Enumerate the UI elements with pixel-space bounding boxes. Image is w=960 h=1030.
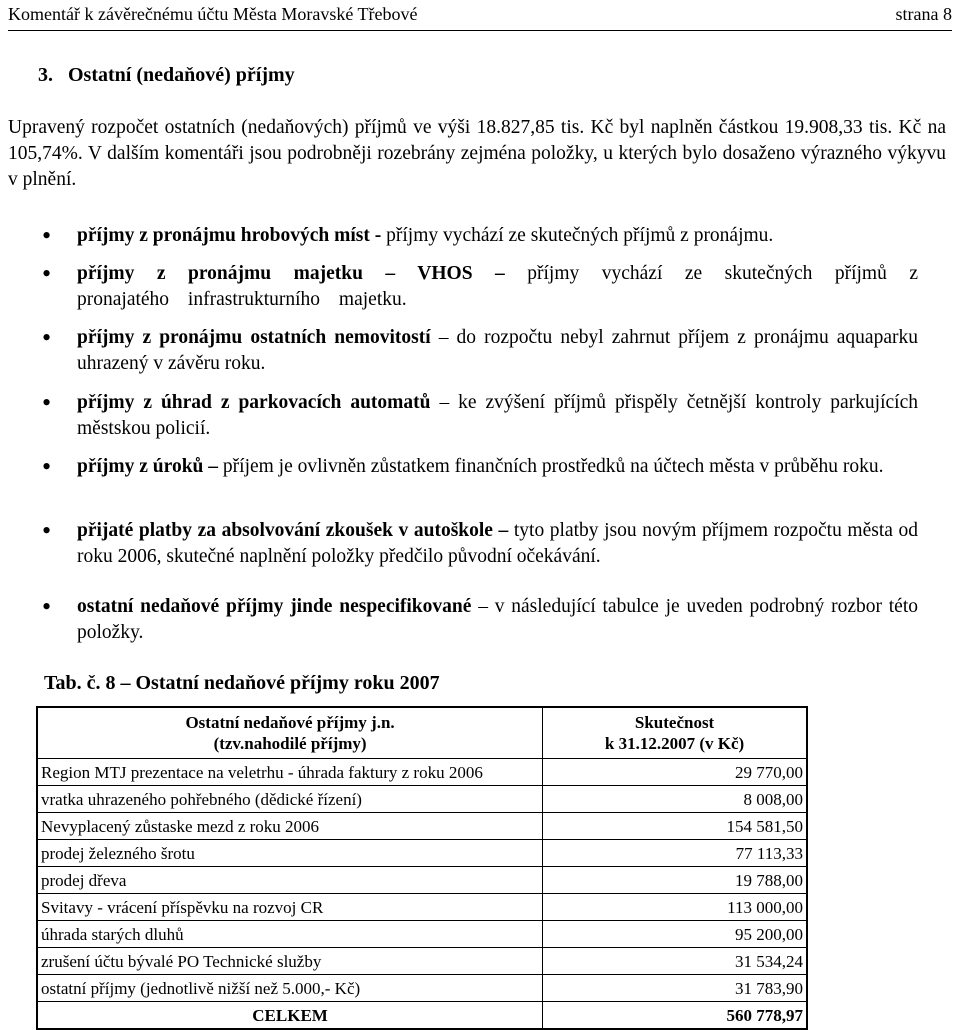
bullet-item-7	[77, 594, 918, 646]
section-number: 3.	[38, 64, 53, 86]
bullet-icon: •	[42, 259, 52, 288]
table-row	[37, 948, 807, 975]
bullet-text: příjmy vychází ze skutečných příjmů z pronajatého infrastrukturního majetku.	[77, 263, 918, 310]
table-row	[37, 921, 807, 948]
table-row	[37, 840, 807, 867]
row-value: 95 200,00	[543, 921, 807, 948]
bullet-bold: příjmy z pronájmu majetku – VHOS –	[77, 263, 505, 284]
bullet-bold: přijaté platby za absolvování zkoušek v autoškole –	[77, 520, 509, 541]
bullet-item-5	[77, 454, 918, 480]
bullet-item-2	[77, 261, 918, 313]
table-header-row	[37, 707, 807, 759]
table-caption: Tab. č. 8 – Ostatní nedaňové příjmy roku 2007	[44, 672, 440, 694]
row-label: prodej dřeva	[37, 867, 543, 894]
bullet-text: – ke zvýšení příjmů přispěly četnější kontroly parkujících městskou policií.	[77, 392, 918, 439]
bullet-item-4	[77, 390, 918, 442]
bullet-icon: •	[42, 388, 52, 417]
row-value: 77 113,33	[543, 840, 807, 867]
intro-paragraph: Upravený rozpočet ostatních (nedaňových) příjmů ve výši 18.827,85 tis. Kč byl naplněn částkou 19.908,33 tis. Kč na 105,74%. V dalším komentáři jsou podrobněji rozebrány zejména položky, u kterých bylo dosaženo výrazného výkyvu v plnění.	[8, 117, 946, 190]
table-row	[37, 786, 807, 813]
row-label: Svitavy - vrácení příspěvku na rozvoj CR	[37, 894, 543, 921]
income-table	[36, 706, 808, 1030]
table-row	[37, 975, 807, 1002]
bullet-text: – v následující tabulce je uveden podrobný rozbor této položky.	[77, 596, 918, 643]
total-label: CELKEM	[37, 1002, 543, 1030]
total-value: 560 778,97	[543, 1002, 807, 1030]
page-number: strana 8	[895, 4, 952, 24]
row-value: 31 783,90	[543, 975, 807, 1002]
row-label: Region MTJ prezentace na veletrhu - úhrada faktury z roku 2006	[37, 759, 543, 786]
bullet-icon: •	[42, 592, 52, 621]
header-title: Komentář k závěrečnému účtu Města Moravské Třebové	[8, 4, 418, 24]
bullet-bold: příjmy z úroků –	[77, 456, 219, 477]
row-value: 113 000,00	[543, 894, 807, 921]
table-row	[37, 867, 807, 894]
row-value: 8 008,00	[543, 786, 807, 813]
section-heading	[38, 64, 295, 87]
section-title: Ostatní (nedaňové) příjmy	[68, 64, 295, 86]
bullet-icon: •	[42, 323, 52, 352]
bullet-text: příjem je ovlivněn zůstatkem finančních prostředků na účtech města v průběhu roku.	[218, 456, 884, 477]
bullet-bold: příjmy z pronájmu hrobových míst -	[77, 225, 382, 246]
bullet-bold: příjmy z pronájmu ostatních nemovitostí	[77, 327, 431, 348]
row-label: ostatní příjmy (jednotlivě nižší než 5.000,- Kč)	[37, 975, 543, 1002]
row-label: Nevyplacený zůstaske mezd z roku 2006	[37, 813, 543, 840]
row-label: zrušení účtu bývalé PO Technické služby	[37, 948, 543, 975]
row-value: 29 770,00	[543, 759, 807, 786]
bullet-text: příjmy vychází ze skutečných příjmů z pronájmu.	[381, 225, 774, 246]
row-label: úhrada starých dluhů	[37, 921, 543, 948]
table-row	[37, 759, 807, 786]
row-label: prodej železného šrotu	[37, 840, 543, 867]
column-header-item: Ostatní nedaňové příjmy j.n. (tzv.nahodilé příjmy)	[37, 707, 543, 759]
page-header	[8, 0, 952, 31]
bullet-item-3	[77, 325, 918, 377]
column-header-value: Skutečnost k 31.12.2007 (v Kč)	[543, 707, 807, 759]
row-value: 154 581,50	[543, 813, 807, 840]
bullet-bold: ostatní nedaňové příjmy jinde nespecifikované	[77, 596, 472, 617]
table-row	[37, 813, 807, 840]
bullet-icon: •	[42, 221, 52, 250]
bullet-bold: příjmy z úhrad z parkovacích automatů	[77, 392, 431, 413]
row-label: vratka uhrazeného pohřebného (dědické řízení)	[37, 786, 543, 813]
row-value: 19 788,00	[543, 867, 807, 894]
bullet-icon: •	[42, 452, 52, 481]
row-value: 31 534,24	[543, 948, 807, 975]
bullet-text: – do rozpočtu nebyl zahrnut příjem z pronájmu aquaparku uhrazený v závěru roku.	[77, 327, 918, 374]
bullet-icon: •	[42, 516, 52, 545]
bullet-text: tyto platby jsou novým příjmem rozpočtu města od roku 2006, skutečné naplnění položky předčilo původní očekávání.	[77, 520, 918, 567]
bullet-item-6	[77, 518, 918, 570]
bullet-item-1	[77, 223, 918, 249]
table-row	[37, 894, 807, 921]
